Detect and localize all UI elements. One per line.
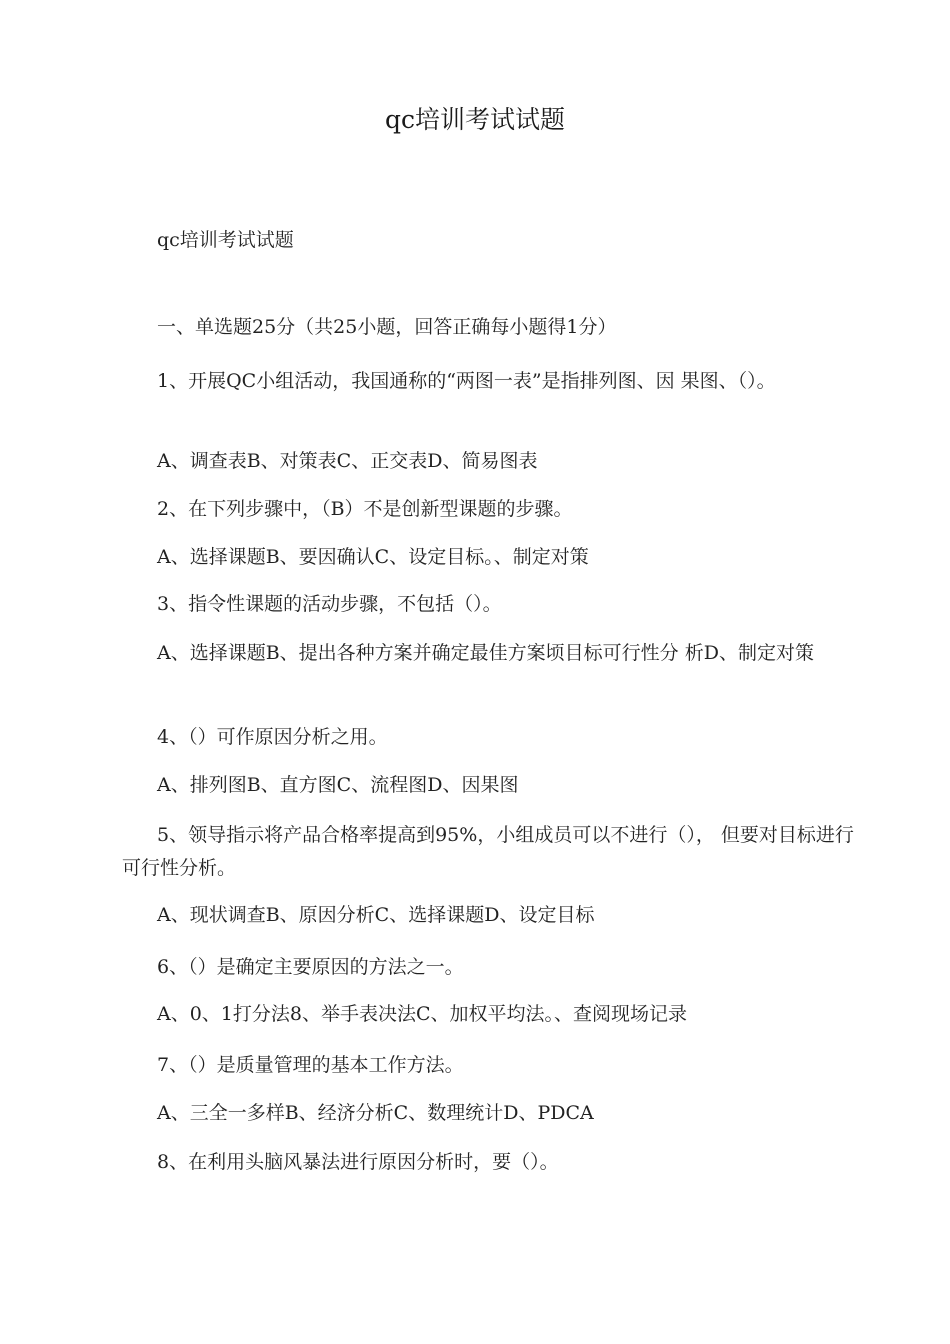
question-2-options: A、选择课题B、要因确认C、设定目标。、制定对策	[157, 546, 589, 568]
question-6-text: 6、（）是确定主要原因的方法之一。	[157, 956, 464, 978]
question-3-text: 3、指令性课题的活动步骤，不包括（）。	[157, 593, 502, 615]
question-4-text: 4、（）可作原因分析之用。	[157, 726, 388, 748]
question-7-text: 7、（）是质量管理的基本工作方法。	[157, 1054, 464, 1076]
question-7-options: A、三全一多样B、经济分析C、数理统计D、PDCA	[157, 1102, 594, 1124]
document-subtitle: qc培训考试试题	[157, 229, 294, 251]
question-1-options: A、调查表B、对策表C、正交表D、简易图表	[157, 450, 538, 472]
document-title: qc培训考试试题	[384, 105, 565, 134]
question-4-options: A、排列图B、直方图C、流程图D、因果图	[157, 774, 519, 796]
question-5-options: A、现状调查B、原因分析C、选择课题D、设定目标	[157, 904, 595, 926]
question-2-text: 2、在下列步骤中，（B）不是创新型课题的步骤。	[157, 498, 573, 520]
question-1-text: 1、开展QC小组活动，我国通称的“两图一表”是指排列图、因 果图、（）。	[157, 370, 776, 392]
question-8-text: 8、在利用头脑风暴法进行原因分析时，要（）。	[157, 1151, 559, 1173]
question-3-options: A、选择课题B、提出各种方案并确定最佳方案顷目标可行性分 析D、制定对策	[157, 642, 814, 664]
question-6-options: A、0、1打分法8、举手表决法C、加权平均法。、查阅现场记录	[157, 1003, 688, 1025]
section-heading: 一、单选题25分（共25小题，回答正确每小题得1分）	[157, 316, 617, 338]
question-5-text: 5、领导指示将产品合格率提高到95%，小组成员可以不进行（）， 但要对目标进行可行性分析。	[122, 824, 854, 879]
